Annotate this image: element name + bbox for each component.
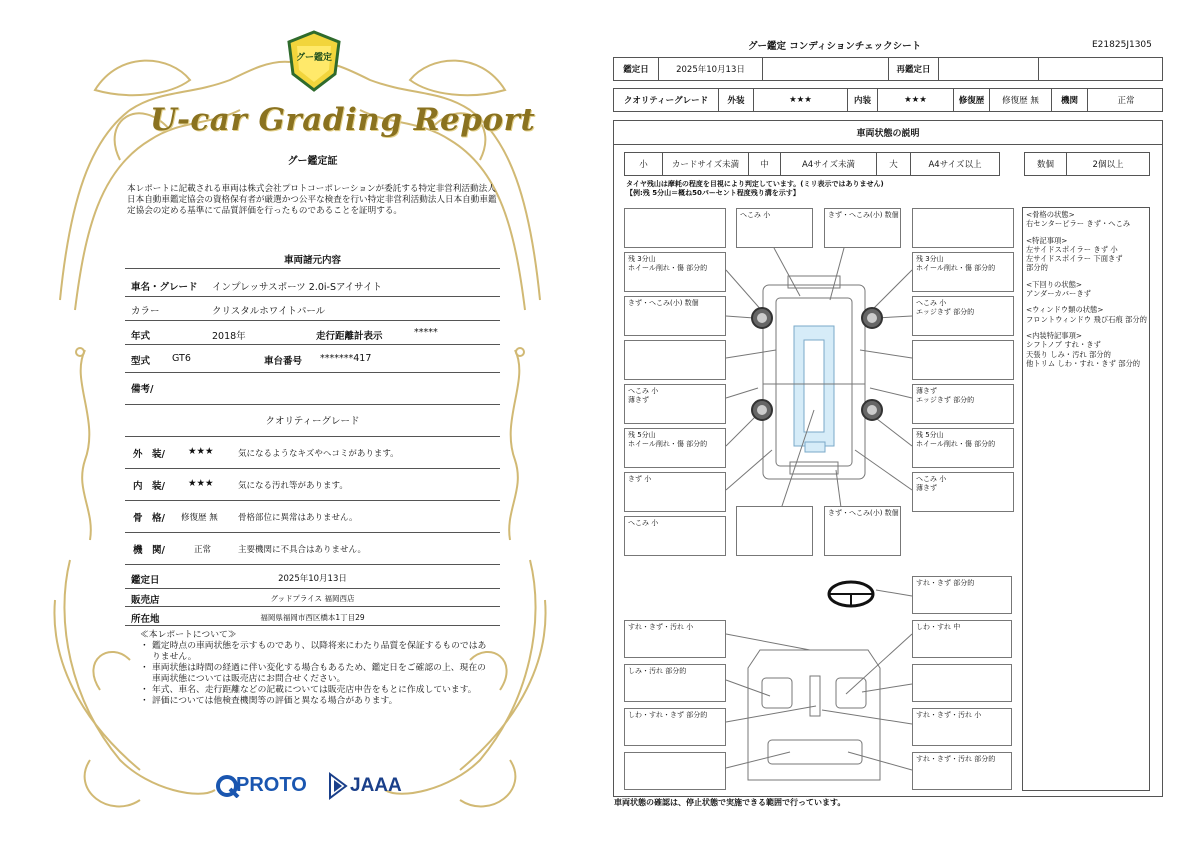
- interior-annotation: しみ・汚れ 部分的: [624, 664, 726, 702]
- exterior-annotation: [912, 340, 1014, 380]
- exterior-annotation: きず・へこみ(小) 数個: [824, 208, 901, 248]
- divider: [125, 606, 500, 607]
- model-value: GT6: [172, 353, 191, 364]
- exterior-annotation: きず・へこみ(小) 数個: [624, 296, 726, 336]
- note-group-windows: [1026, 305, 1147, 324]
- divider: [125, 296, 500, 297]
- note-heading: <下回りの状態>: [1026, 279, 1083, 289]
- quality-grade-title: クオリティーグレード: [265, 416, 360, 427]
- note-heading: <ウィンドウ類の状態>: [1026, 305, 1104, 315]
- year-label: 年式: [131, 331, 151, 342]
- exterior-annotation: 残 5分山 ホイール削れ・傷 部分的: [624, 428, 726, 468]
- divider: [125, 564, 500, 565]
- color-label: カラー: [131, 306, 160, 317]
- exterior-annotation: [624, 340, 726, 380]
- note-item: ・ 年式、車名、走行距離などの記載については販売店申告をもとに作成しています。: [140, 685, 490, 696]
- remarks-label: 備考/: [131, 384, 154, 395]
- exterior-annotation: 残 3分山 ホイール削れ・傷 部分的: [912, 252, 1014, 292]
- interior-annotation: [624, 752, 726, 790]
- exterior-annotation: 薄きず エッジきず 部分的: [912, 384, 1014, 424]
- divider: [125, 344, 500, 345]
- report-title: U-car Grading Report: [150, 102, 536, 138]
- jaaa-logo-text: JAAA: [350, 775, 402, 796]
- proto-logo-text: PROTO: [236, 774, 307, 796]
- model-label: 型式: [131, 356, 151, 367]
- grade-desc-exterior: 気になるようなキズやヘコミがあります。: [238, 449, 399, 459]
- divider: [125, 500, 500, 501]
- exterior-annotation: へこみ 小: [624, 516, 726, 556]
- size-large-desc: A4サイズ以上: [928, 160, 982, 170]
- divider: [125, 320, 500, 321]
- grade-label-interior: 内 装/: [133, 481, 165, 492]
- note-line: 天張り しみ・汚れ 部分的: [1026, 349, 1111, 359]
- appraisal-date-label: 鑑定日: [614, 58, 659, 80]
- note-line: 部分的: [1026, 263, 1048, 273]
- exterior-annotation: [624, 208, 726, 248]
- address-value: 福岡県福岡市西区橋本1丁目29: [260, 613, 365, 622]
- note-group-interior: [1026, 331, 1147, 368]
- interior-annotation: [912, 664, 1012, 702]
- interior-annotation: すれ・きず・汚れ 小: [912, 708, 1012, 746]
- note-line: シフトノブ すれ・きず: [1026, 340, 1101, 350]
- note-group-special: [1026, 236, 1147, 273]
- engine-label: 機関: [1052, 89, 1088, 111]
- certificate-title: グー鑑定証: [287, 156, 338, 167]
- size-mid-desc: A4サイズ未満: [781, 153, 877, 175]
- interior-value: ★★★: [878, 89, 954, 111]
- divider: [125, 372, 500, 373]
- dealer-value: グッドプライス 福岡西店: [270, 594, 355, 603]
- note-line: 右センターピラー きず・へこみ: [1026, 219, 1131, 229]
- exterior-annotation: へこみ 小: [736, 208, 813, 248]
- grade-value-exterior: ★★★: [188, 446, 214, 457]
- interior-annotation: しわ・すれ 中: [912, 620, 1012, 658]
- interior-annotation: すれ・きず 部分的: [912, 576, 1012, 614]
- year-value: 2018年: [212, 331, 246, 342]
- spec-section-title: 車両諸元内容: [283, 255, 341, 266]
- repair-history-value: 修復歴 無: [990, 89, 1052, 111]
- sheet-id: E21825J1305: [1092, 40, 1152, 50]
- divider: [125, 436, 500, 437]
- divider: [125, 588, 500, 589]
- grade-value-engine: 正常: [194, 545, 212, 555]
- interior-annotation: すれ・きず・汚れ 部分的: [912, 752, 1012, 790]
- exterior-annotation: きず・へこみ(小) 数個: [824, 506, 901, 556]
- exterior-annotation: へこみ 小 エッジきず 部分的: [912, 296, 1014, 336]
- note-item: ・ 車両状態は時間の経過に伴い変化する場合もあるため、鑑定日をご確認の上、現在の車両状態については販売店にお問合せください。: [140, 663, 490, 685]
- exterior-annotation: [912, 516, 918, 520]
- exterior-annotation: [736, 506, 813, 556]
- interior-label: 内装: [848, 89, 878, 111]
- side-notes: [1026, 210, 1147, 375]
- color-value: クリスタルホワイトパール: [212, 306, 326, 317]
- address-label: 所在地: [131, 614, 160, 625]
- car-name-label: 車名・グレード: [131, 282, 198, 293]
- grade-label-exterior: 外 装/: [133, 449, 165, 460]
- note-item: ・ 鑑定時点の車両状態を示すものであり、以降将来にわたり品質を保証するものではありません。: [140, 641, 490, 663]
- rear-bumper: [790, 462, 838, 474]
- exterior-value: ★★★: [754, 89, 848, 111]
- condition-check-sheet: [600, 0, 1200, 848]
- sheet-title: グー鑑定 コンディションチェックシート: [748, 41, 922, 52]
- exterior-annotation: へこみ 小 薄きず: [624, 384, 726, 424]
- tire-note-line: 【例:残 5分山＝概ね50パーセント程度残り溝を示す】: [626, 189, 800, 197]
- note-heading: <特記事項>: [1026, 235, 1068, 245]
- appraisal-date-value: 2025年10月13日: [659, 58, 763, 80]
- note-heading: <骨格の状態>: [1026, 210, 1075, 219]
- goo-appraisal-logo: [285, 30, 343, 92]
- divider: [125, 404, 500, 405]
- mileage-label: 走行距離計表示: [316, 331, 383, 342]
- jaaa-logo-icon: [326, 772, 348, 800]
- exterior-annotation: 残 3分山 ホイール削れ・傷 部分的: [624, 252, 726, 292]
- chassis-label: 車台番号: [264, 356, 303, 367]
- size-small-desc: カードサイズ未満: [663, 153, 749, 175]
- repair-history-label: 修復歴: [954, 89, 990, 111]
- divider: [125, 532, 500, 533]
- note-heading: <内装特記事項>: [1026, 330, 1083, 340]
- condition-title: 車両状態の説明: [614, 121, 1162, 145]
- size-large: 大: [877, 153, 911, 175]
- engine-value: 正常: [1117, 96, 1135, 106]
- grade-desc-frame: 骨格部位に異常はありません。: [238, 513, 358, 523]
- note-line: フロントウィンドウ 飛び石痕 部分的: [1026, 314, 1147, 324]
- front-bumper: [788, 276, 840, 288]
- exterior-annotation: きず 小: [624, 472, 726, 512]
- note-line: 他トリム しわ・すれ・きず 部分的: [1026, 358, 1141, 368]
- chassis-value: *******417: [320, 353, 372, 364]
- reappraisal-date-label: 再鑑定日: [889, 58, 939, 80]
- size-mid: 中: [749, 153, 781, 175]
- note-item: ・ 評価については他検査機関等の評価と異なる場合があります。: [140, 696, 490, 707]
- count-label: 数個: [1025, 153, 1067, 175]
- divider: [125, 268, 500, 269]
- grade-value-interior: ★★★: [188, 478, 214, 489]
- interior-annotation: すれ・きず・汚れ 小: [624, 620, 726, 658]
- appraisal-date-value: 2025年10月13日: [278, 574, 347, 584]
- dealer-label: 販売店: [131, 595, 160, 606]
- grade-label-engine: 機 関/: [133, 545, 165, 556]
- grade-label-frame: 骨 格/: [133, 513, 165, 524]
- mileage-value: *****: [414, 327, 438, 338]
- logo-text: グー鑑定: [295, 53, 332, 63]
- grade-desc-interior: 気になる汚れ等があります。: [238, 481, 348, 491]
- divider: [125, 468, 500, 469]
- count-desc: 2個以上: [1092, 160, 1124, 170]
- footer-note: 車両状態の確認は、停止状態で実施できる範囲で行っています。: [614, 798, 846, 807]
- quality-grade-label: クオリティーグレード: [614, 89, 719, 111]
- certificate-body: 本レポートに記載される車両は株式会社プロトコーポレーションが委託する特定非営利活動法人日本自動車鑑定協会の資格保有者が厳選かつ公平な検査を行い特定非営利活動法人日本自動車鑑定協会の定める基準にて品質評価を行ったものであることを証明する。: [127, 184, 497, 216]
- grade-desc-engine: 主要機関に不具合はありません。: [238, 545, 367, 555]
- report-notes: [140, 630, 490, 707]
- interior-annotation: しわ・すれ・きず 部分的: [624, 708, 726, 746]
- divider: [125, 625, 500, 626]
- note-group-frame: [1026, 210, 1147, 229]
- exterior-annotation: [912, 208, 1014, 248]
- appraisal-date-label: 鑑定日: [131, 575, 160, 586]
- notes-title: ≪本レポートについて≫: [140, 630, 237, 640]
- exterior-annotation: 残 5分山 ホイール削れ・傷 部分的: [912, 428, 1014, 468]
- grade-value-frame: 修復歴 無: [181, 513, 218, 523]
- car-name-value: インプレッサスポーツ 2.0i-Sアイサイト: [212, 282, 382, 293]
- note-group-underbody: [1026, 280, 1147, 299]
- exterior-annotation: へこみ 小 薄きず: [912, 472, 1014, 512]
- note-line: アンダーカバーきず: [1026, 289, 1091, 299]
- note-line: 左サイドスポイラー きず 小: [1026, 244, 1118, 254]
- tire-note-line: タイヤ残山は摩耗の程度を目視により判定しています。(ミリ表示ではありません): [626, 180, 884, 188]
- exterior-label: 外装: [719, 89, 754, 111]
- size-small: 小: [625, 153, 663, 175]
- note-line: 左サイドスポイラー 下面きず: [1026, 254, 1123, 264]
- footer-logos: [216, 770, 416, 802]
